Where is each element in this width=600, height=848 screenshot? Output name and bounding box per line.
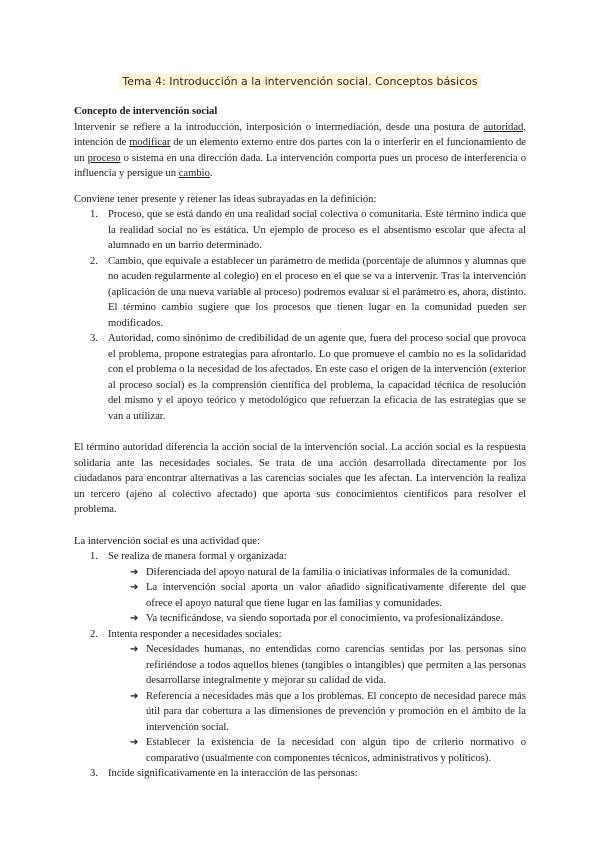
arrow-icon: ➔ [130,582,139,593]
arrow-bullet: ➔ Necesidades humanas, no entendidas como carencias sentidas por las personas sino refiriéndose a todos aquellos bienes (tangibles o intangibles) que permiten a las personas desarrollarse integralmente y mejorar su calidad de vida. [130,644,526,686]
section-heading: Concepto de intervención social [74,106,218,117]
arrow-icon: ➔ [130,737,139,748]
ideas-list [74,207,526,424]
list-intro: Conviene tener presente y retener las ideas subrayadas en la definición: [74,193,377,205]
arrow-icon: ➔ [130,613,139,624]
arrow-bullet: ➔ Diferenciada del apoyo natural de la familia o iniciativas informales de la comunidad. [74,565,526,581]
arrow-icon: ➔ [130,690,139,702]
list-item: 2. Cambio, que equivale a establecer un parámetro de medida (porcentaje de alumnos y alumnas que no acuden regularmente al colegio) en el proceso en el que se va a intervenir. Tras la intervención (aplicación de una nueva variable al proceso) podremos evaluar si el parámetro es, ahora, distinto. El término cambio sugiere que los procesos que tienen lugar en la comunidad pueden ser modificados. [90,255,526,329]
arrow-icon: ➔ [130,566,139,578]
activity-intro: La intervención social es una actividad que: [74,535,260,547]
arrow-bullet: ➔ Va tecnificándose, va siendo soportada por el conocimiento, va profesionalizándose. [74,611,526,627]
arrow-bullet: ➔ La intervención social aporta un valor añadido significativamente diferente del que ofrece el apoyo natural que tiene lugar en las familias y comunidades. [130,582,526,609]
arrow-bullet: ➔ Referencia a necesidades más que a los problemas. El concepto de necesidad parece más útil para dar cobertura a las dimensiones de prevención y promoción en el ámbito de la intervención social. [130,690,526,733]
title-wrap [0,72,600,90]
arrow-icon: ➔ [130,644,139,655]
definition-paragraph: Intervenir se refiere a la introducción, interposición o intermediación, desde una postura de autoridad, intención de modificar de un elemento externo entre dos partes con la o interferir en el funcionamiento de un proceso o sistema en una dirección dada. La intervención comporta pues un proceso de interferencia o influencia y persigue un cambio. [74,121,526,179]
arrow-bullet: ➔ Establecer la existencia de la necesidad con algún tipo de criterio normativo o comparativo (usualmente con componentes técnicos, administrativos y políticos). [130,737,526,764]
list-item: 3. Incide significativamente en la interacción de las personas: [90,768,358,779]
document-body [74,104,526,782]
list-item: 2. Intenta responder a necesidades sociales: [90,628,282,640]
list-item: 1. Se realiza de manera formal y organizada: [90,551,287,562]
list-item: 3. Autoridad, como sinónimo de credibilidad de un agente que, fuera del proceso social que provoca el problema, propone estrategias para afrontarlo. Lo que promueve el cambio no es la solidaridad con el problema o la necesidad de los afectados. En este caso el origen de la intervención (exterior al proceso social) es la comprensión científica del problema, la capacidad técnica de resolución del mismo y el apoyo teórico y metodológico que refuerzan la eficacia de las estrategias que se van a utilizar. [90,333,526,422]
activities-list [74,549,526,782]
authority-paragraph: El término autoridad diferencia la acción social de la intervención social. La acción social es la respuesta solidaria ante las necesidades sociales. Se trata de una acción desarrollada directamente por los ciudadanos para encontrar alternativas a las carencias sociales que les afectan. La intervención la realiza un tercero (ajeno al colectivo afectado) que aporta sus conocimientos científicos para resolver el problema. [74,442,526,515]
list-item: 1. Proceso, que se está dando en una realidad social colectiva o comunitaria. Este término indica que la realidad social no es estática. Un ejemplo de proceso es el absentismo escolar que afecta al alumnado en un barrio determinado. [90,209,526,251]
page-title: Tema 4: Introducción a la intervención social. Conceptos básicos [119,74,480,89]
